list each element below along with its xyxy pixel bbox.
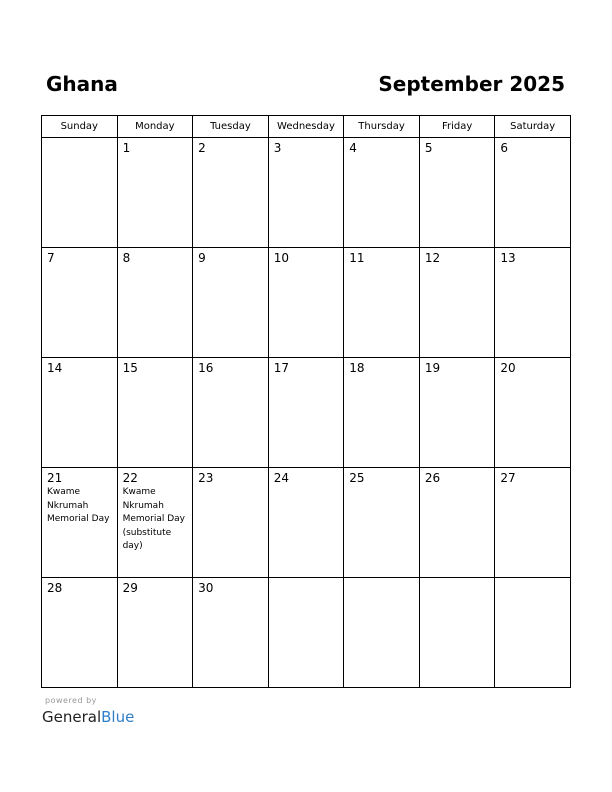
- day-number: 21: [47, 471, 63, 485]
- brand-part-general: General: [42, 708, 102, 726]
- day-cell: [268, 248, 344, 358]
- day-cell: [42, 248, 118, 358]
- day-cell: [193, 138, 269, 248]
- country-title: Ghana: [46, 72, 118, 96]
- week-row: [42, 248, 571, 358]
- day-number: [269, 578, 344, 581]
- week-row: [42, 138, 571, 248]
- day-cell: [268, 468, 344, 578]
- day-cell: [495, 138, 571, 248]
- day-cell: [495, 578, 571, 688]
- day-number: 22: [122, 471, 138, 485]
- weekday-header-row: [42, 116, 571, 138]
- weekday-header: Saturday: [495, 116, 571, 138]
- day-cell: [193, 248, 269, 358]
- day-number: [344, 578, 419, 581]
- day-number: 19: [424, 361, 441, 375]
- day-number: 1: [122, 141, 131, 155]
- weekday-header: Thursday: [344, 116, 420, 138]
- week-row: [42, 468, 571, 578]
- day-cell: [268, 578, 344, 688]
- week-row: [42, 578, 571, 688]
- day-cell: [117, 468, 193, 578]
- day-number: 20: [500, 361, 516, 375]
- weekday-header: Monday: [117, 116, 193, 138]
- day-cell: [344, 358, 420, 468]
- day-number: 4: [349, 141, 357, 155]
- day-number: 5: [424, 141, 433, 155]
- day-number: [420, 578, 495, 581]
- day-number: [495, 578, 570, 581]
- weekday-header: Friday: [419, 116, 495, 138]
- day-number: 12: [424, 251, 441, 265]
- day-cell: [344, 578, 420, 688]
- day-cell: [419, 138, 495, 248]
- day-cell: [268, 358, 344, 468]
- day-cell: [495, 248, 571, 358]
- day-cell: [419, 358, 495, 468]
- day-cell: [117, 138, 193, 248]
- generalblue-logo[interactable]: [42, 708, 134, 726]
- weekday-header: Sunday: [42, 116, 118, 138]
- day-number: 27: [500, 471, 516, 485]
- day-cell: [42, 468, 118, 578]
- day-cell: [268, 138, 344, 248]
- day-cell: [42, 578, 118, 688]
- day-number: 11: [349, 251, 365, 265]
- day-cell: [419, 468, 495, 578]
- day-number: 8: [122, 251, 131, 265]
- day-number: 28: [47, 581, 63, 595]
- day-cell: [42, 138, 118, 248]
- day-number: 25: [349, 471, 365, 485]
- weekday-header: Wednesday: [268, 116, 344, 138]
- day-number: 10: [273, 251, 289, 265]
- day-number: 16: [198, 361, 214, 375]
- month-year-title: September 2025: [378, 72, 565, 96]
- holiday-label: Kwame Nkrumah Memorial Day: [47, 487, 110, 524]
- day-number: 9: [198, 251, 206, 265]
- day-number: 7: [47, 251, 55, 265]
- day-cell: [42, 358, 118, 468]
- day-cell: [495, 358, 571, 468]
- week-row: [42, 358, 571, 468]
- day-cell: [344, 248, 420, 358]
- day-cell: [193, 468, 269, 578]
- day-number: 23: [198, 471, 214, 485]
- day-cell: [193, 358, 269, 468]
- day-number: 13: [500, 251, 516, 265]
- day-number: 3: [273, 141, 282, 155]
- brand-part-blue: Blue: [101, 708, 135, 726]
- day-number: 18: [349, 361, 365, 375]
- holiday-label: Kwame Nkrumah Memorial Day (substitute day): [122, 487, 185, 551]
- day-cell: [193, 578, 269, 688]
- day-number: 26: [424, 471, 441, 485]
- day-number: 29: [122, 581, 138, 595]
- day-number: [42, 138, 117, 141]
- day-cell: [344, 468, 420, 578]
- day-number: 17: [273, 361, 289, 375]
- day-cell: [117, 358, 193, 468]
- day-cell: [419, 578, 495, 688]
- day-number: 14: [47, 361, 63, 375]
- day-cell: [344, 138, 420, 248]
- day-cell: [117, 248, 193, 358]
- calendar-grid: [41, 115, 571, 688]
- weekday-header: Tuesday: [193, 116, 269, 138]
- day-number: 15: [122, 361, 138, 375]
- day-number: 30: [198, 581, 214, 595]
- day-cell: [117, 578, 193, 688]
- day-number: 6: [500, 141, 509, 155]
- day-number: 2: [198, 141, 206, 155]
- powered-by-label: powered by: [45, 696, 97, 705]
- day-cell: [419, 248, 495, 358]
- day-number: 24: [273, 471, 289, 485]
- day-cell: [495, 468, 571, 578]
